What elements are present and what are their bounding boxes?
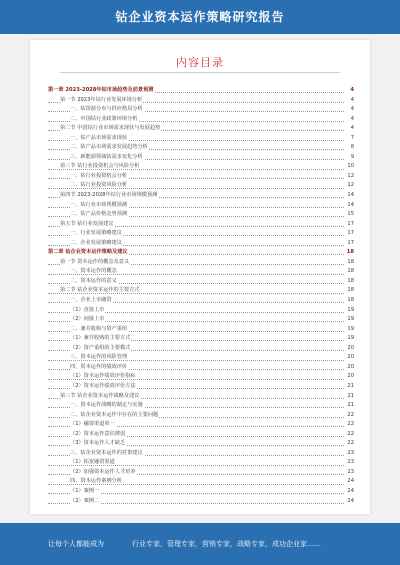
toc-entry-text: （1）融资渠道单一: [70, 421, 115, 428]
toc-subsection-entry[interactable]: [48, 172, 354, 182]
toc-subsection-entry[interactable]: [48, 315, 354, 325]
toc-subsection-entry[interactable]: [48, 325, 354, 335]
toc-entry-page: 18: [346, 248, 354, 258]
toc-section-entry[interactable]: [48, 258, 354, 268]
toc-section-entry[interactable]: [48, 220, 354, 230]
toc-entry-text: （2）资本运作绩效评价方法: [70, 382, 136, 389]
toc-entry-text: 第二章 钴企业资本运作策略及建议: [48, 249, 128, 256]
toc-subsection-entry[interactable]: [48, 296, 354, 306]
toc-entry-page: 19: [346, 334, 354, 344]
toc-entry-text: 一、钴行业投资机会分析: [70, 172, 128, 179]
toc-subsection-entry[interactable]: [48, 372, 354, 382]
toc-entry-text: （3）资本运作人才缺乏: [70, 440, 126, 447]
toc-entry-page: 23: [346, 458, 354, 468]
table-of-contents: [48, 86, 354, 506]
toc-subsection-entry[interactable]: [48, 439, 354, 449]
toc-entry-page: 17: [346, 220, 354, 230]
toc-subsection-entry[interactable]: [48, 449, 354, 459]
toc-chapter-entry[interactable]: [48, 86, 354, 96]
toc-entry-text: 二、中国钴行业政策环境分析: [70, 115, 138, 122]
toc-entry-page: 18: [346, 267, 354, 277]
toc-entry-text: 一、钴资源分布与供应格局分析: [70, 106, 143, 113]
toc-subsection-entry[interactable]: [48, 420, 354, 430]
toc-subsection-entry[interactable]: [48, 239, 354, 249]
toc-subsection-entry[interactable]: [48, 458, 354, 468]
toc-section-entry[interactable]: [48, 124, 354, 134]
toc-entry-text: 第一节 2023年钴行业发展环境分析: [60, 96, 143, 103]
toc-entry-page: 15: [346, 210, 354, 220]
toc-entry-page: 18: [346, 258, 354, 268]
toc-entry-page: 4: [350, 124, 354, 134]
toc-entry-text: 一、钴行业市场规模预测: [70, 201, 128, 208]
toc-entry-page: 19: [346, 306, 354, 316]
toc-subsection-entry[interactable]: [48, 430, 354, 440]
toc-entry-page: 24: [346, 477, 354, 487]
toc-entry-page: 19: [346, 325, 354, 335]
toc-entry-text: 一、资本运作的概念: [70, 268, 117, 275]
toc-entry-text: （2）案例二: [70, 497, 100, 504]
toc-entry-text: 第二节 中国钴行业市场需求现状与发展趋势: [60, 125, 161, 132]
toc-section-entry[interactable]: [48, 286, 354, 296]
toc-subsection-entry[interactable]: [48, 267, 354, 277]
toc-subsection-entry[interactable]: [48, 344, 354, 354]
footer-banner: [0, 523, 400, 565]
toc-entry-page: 20: [346, 363, 354, 373]
toc-entry-page: 12: [346, 172, 354, 182]
toc-entry-page: 21: [346, 382, 354, 392]
toc-entry-text: （2）间接上市: [70, 316, 105, 323]
toc-entry-text: 二、资本运作的意义: [70, 277, 117, 284]
toc-entry-text: 一、资本运作战略的制定与实施: [70, 402, 143, 409]
toc-subsection-entry[interactable]: [48, 477, 354, 487]
toc-entry-text: 三、资本运作的风险管理: [70, 354, 128, 361]
report-title: 钴企业资本运作策略研究报告: [115, 10, 285, 24]
toc-entry-page: 20: [346, 372, 354, 382]
report-header: [0, 0, 400, 34]
document-page: [30, 40, 370, 514]
toc-entry-text: 二、钴产品市场需求发展趋势分析: [70, 144, 148, 151]
toc-title: 内容目录: [176, 56, 224, 69]
toc-subsection-entry[interactable]: [48, 201, 354, 211]
toc-entry-page: 22: [346, 420, 354, 430]
toc-entry-page: 17: [346, 229, 354, 239]
toc-entry-page: 24: [346, 487, 354, 497]
toc-subsection-entry[interactable]: [48, 334, 354, 344]
toc-entry-text: 第三节 钴行业投资机会与风险分析: [60, 163, 140, 170]
toc-entry-page: 18: [346, 286, 354, 296]
footer-slogan-right: 行业专家，管理专家，营销专家，战略专家，成功企业家……: [132, 540, 321, 548]
toc-entry-page: 7: [350, 134, 354, 144]
toc-entry-page: 22: [346, 411, 354, 421]
toc-section-entry[interactable]: [48, 96, 354, 106]
toc-subsection-entry[interactable]: [48, 497, 354, 507]
toc-entry-page: 10: [346, 162, 354, 172]
toc-entry-text: （2）加强资本运作人才培养: [70, 468, 136, 475]
toc-entry-text: （1）拓宽融资渠道: [70, 459, 115, 466]
toc-entry-page: 21: [346, 401, 354, 411]
toc-entry-page: 22: [346, 430, 354, 440]
toc-entry-page: 4: [350, 96, 354, 106]
toc-entry-page: 4: [350, 105, 354, 115]
toc-section-entry[interactable]: [48, 392, 354, 402]
toc-section-entry[interactable]: [48, 191, 354, 201]
toc-entry-text: 第一节 资本运作的概念及意义: [60, 258, 130, 265]
toc-entry-text: 三、钴企业资本运作的对策建议: [70, 449, 143, 456]
toc-subsection-entry[interactable]: [48, 306, 354, 316]
toc-entry-text: 二、兼并收购与资产重组: [70, 325, 128, 332]
toc-subsection-entry[interactable]: [48, 229, 354, 239]
toc-entry-text: （1）资本运作绩效评价指标: [70, 373, 136, 380]
toc-entry-text: （1）案例一: [70, 487, 100, 494]
toc-subsection-entry[interactable]: [48, 134, 354, 144]
toc-subsection-entry[interactable]: [48, 353, 354, 363]
toc-entry-text: 第四节 2023-2028年钴行业市场规模预测: [60, 192, 158, 199]
toc-entry-page: 12: [346, 181, 354, 191]
toc-entry-text: （2）资本运作意识薄弱: [70, 430, 126, 437]
toc-entry-text: 四、资本运作案例分析: [70, 478, 122, 485]
toc-entry-text: （1）兼并收购的主要方式: [70, 335, 131, 342]
toc-entry-page: 4: [350, 115, 354, 125]
toc-entry-page: 17: [346, 239, 354, 249]
toc-chapter-entry[interactable]: [48, 248, 354, 258]
toc-entry-page: 4: [349, 86, 354, 96]
toc-entry-text: 一、行业发展策略建议: [70, 230, 122, 237]
footer-slogan-left: 让每个人都能成为: [48, 540, 104, 548]
title-divider: [60, 72, 340, 73]
toc-subsection-entry[interactable]: [48, 468, 354, 478]
toc-entry-text: 一、钴产品市场需求现状: [70, 134, 128, 141]
toc-entry-text: 四、资本运作的绩效评价: [70, 363, 128, 370]
toc-entry-text: 二、钴行业投资风险分析: [70, 182, 128, 189]
toc-entry-page: 22: [346, 439, 354, 449]
toc-subsection-entry[interactable]: [48, 401, 354, 411]
toc-entry-text: 第三节 钴企业资本运作战略及建议: [60, 392, 140, 399]
toc-subsection-entry[interactable]: [48, 153, 354, 163]
toc-subsection-entry[interactable]: [48, 277, 354, 287]
toc-entry-text: （2）资产重组的主要模式: [70, 344, 131, 351]
toc-entry-text: 一、企业上市融资: [70, 297, 112, 304]
toc-entry-text: 第一章 2023-2028年钴市场趋势及前景预测: [48, 87, 154, 93]
toc-entry-text: （1）直接上市: [70, 306, 105, 313]
toc-entry-text: 二、钴企业资本运作中存在的主要问题: [70, 411, 159, 418]
toc-entry-page: 20: [346, 344, 354, 354]
toc-entry-text: 二、钴产品价格走势预测: [70, 211, 128, 218]
toc-subsection-entry[interactable]: [48, 105, 354, 115]
toc-entry-page: 23: [346, 449, 354, 459]
toc-entry-page: 8: [350, 143, 354, 153]
toc-subsection-entry[interactable]: [48, 181, 354, 191]
toc-subsection-entry[interactable]: [48, 115, 354, 125]
toc-entry-page: 18: [346, 277, 354, 287]
toc-entry-text: 三、新能源领域钴需求变化分析: [70, 153, 143, 160]
toc-subsection-entry[interactable]: [48, 487, 354, 497]
toc-subsection-entry[interactable]: [48, 210, 354, 220]
toc-subsection-entry[interactable]: [48, 143, 354, 153]
toc-subsection-entry[interactable]: [48, 411, 354, 421]
toc-section-entry[interactable]: [48, 162, 354, 172]
toc-entry-page: 19: [346, 315, 354, 325]
toc-subsection-entry[interactable]: [48, 382, 354, 392]
toc-entry-page: 20: [346, 353, 354, 363]
toc-entry-page: 14: [346, 201, 354, 211]
toc-entry-page: 9: [350, 153, 354, 163]
toc-entry-page: 14: [346, 191, 354, 201]
toc-entry-text: 第二节 钴企业资本运作的主要方式: [60, 287, 140, 294]
toc-entry-page: 24: [346, 497, 354, 507]
toc-entry-text: 二、企业发展策略建议: [70, 239, 122, 246]
toc-entry-page: 23: [346, 468, 354, 478]
toc-entry-page: 18: [346, 296, 354, 306]
toc-subsection-entry[interactable]: [48, 363, 354, 373]
toc-entry-page: 21: [346, 392, 354, 402]
toc-entry-text: 第五节 钴行业发展建议: [60, 220, 114, 227]
